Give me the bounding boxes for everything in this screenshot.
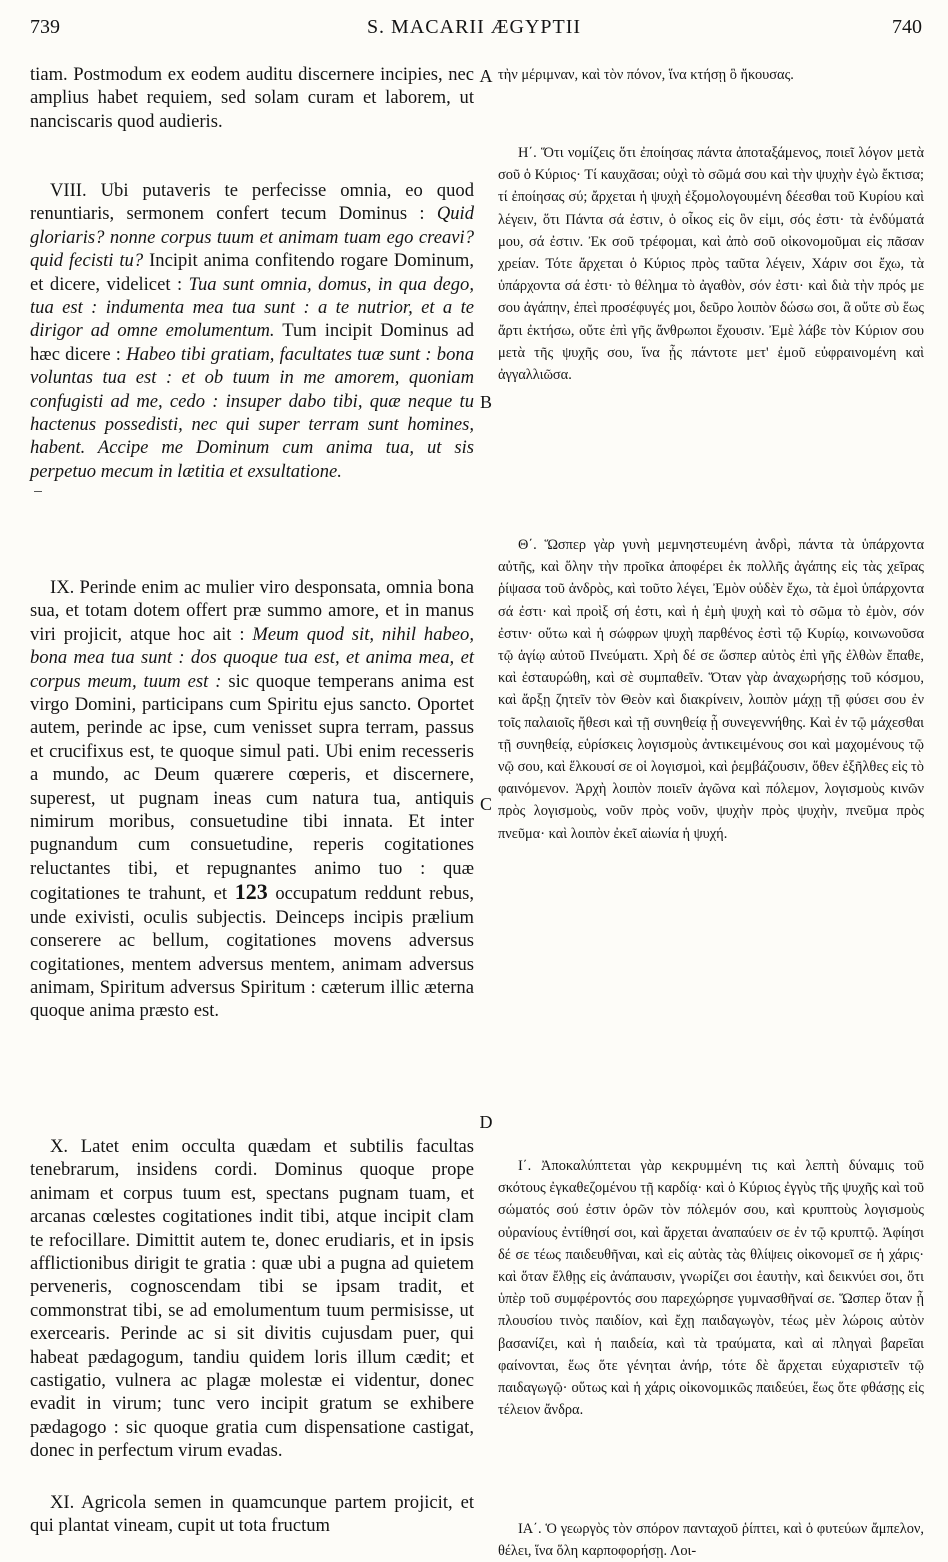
margin-marker-c: C xyxy=(479,794,492,814)
greek-text: ΙΑ΄. Ὁ γεωργὸς τὸν σπόρον πανταχοῦ ῥίπτει, καὶ ὁ φυτεύων ἄμπελον, θέλει, ἵνα ὅλη καρποφορήσῃ. Λοι- xyxy=(498,1521,924,1560)
latin-italic-run: Meum quod sit, nihil habeo, bona mea tua sunt : dos quoque tua est, et anima mea, et corpus meum, tuum est : xyxy=(30,623,474,692)
margin-marker-b: B xyxy=(479,392,492,412)
separator-dash xyxy=(34,491,42,492)
column-number-marker: 123 xyxy=(234,879,268,905)
greek-text: Ι΄. Ἀποκαλύπτεται γὰρ κεκρυμμένη τις καὶ λεπτὴ δύναμις τοῦ σκότους ἐγκαθεζομένου τῇ καρδίᾳ· καὶ ὁ Κύριος ἐγγὺς τῆς ψυχῆς καὶ τοῦ σώματός σού ἐστιν ὁρῶν τὸν πόλεμόν σου, καὶ κρυπτοὺς λογισμοὺς οὐρανίους ἐντίθησί σοι, καὶ ἄρχεται ἀναπαύειν σε ἐν τῷ κρυπτῷ. Ἀφίησι δέ σε τέως παιδευθῆναι, καὶ εἰς αὐτὰς τὰς θλίψεις οἰκονομεῖ σε ἡ χάρις· καὶ ὅταν ἔλθῃς εἰς ἀνάπαυσιν, γνωρίζει σοι ἑαυτὴν, καὶ δεικνύει σοι, ὅτι ὑπὲρ τοῦ συμφέροντός σου παρεχώρησε γυμνασθῆναί σε. Ὥσπερ ὅταν ᾖ πλουσίου τινὸς παιδίον, καὶ ἔχῃ παιδαγωγὸν, τέως μὲν λώροις αὐτὸν βασανίζει, καὶ ἡ παιδεία, καὶ τὰ τραύματα, καὶ αἱ πληγαὶ βαρεῖαι φαίνονται, ἕως ὅτε γένηται ἀνήρ, τότε δὲ ἄρχεται εὐχαριστεῖν τῷ παιδαγωγῷ· οὕτως καὶ ἡ χάρις οἰκονομικῶς παιδεύει, ἕως ὅτε φθάσῃς εἰς τέλειον ἄνδρα. xyxy=(498,1158,924,1419)
left-page-number: 739 xyxy=(30,16,60,38)
running-title: S. MACARII ÆGYPTII xyxy=(366,16,582,38)
right-page-number: 740 xyxy=(892,16,922,38)
greek-paragraph-theta xyxy=(498,534,924,1154)
latin-paragraph-xi xyxy=(30,1491,474,1538)
latin-italic-run: Habeo tibi gratiam, facultates tuæ sunt : bona voluntas tua est : et ob tuum in me amorem, quoniam confugisti ad me, cedo : insuper dabo tibi, quæ neque tu hactenus possedisti, nec qui super terram sunt homines, habent. Accipe me Dominum cum anima tua, ut sis perpetuo mecum in lætitia et exsultatione. xyxy=(30,343,474,482)
page-header xyxy=(0,16,948,56)
latin-text-run: occupatum reddunt rebus, unde exivisti, oculis subjectis. Deinceps incipis prælium conserere ac bellum, cogitationes movens adversus cogitationes, mentem adversus mentem, animam adversus animam, Spiritum adversus Spiritum : cæterum illic æterna quoque anima præsto est. xyxy=(30,883,474,1022)
greek-column xyxy=(498,64,924,1562)
margin-marker-a: A xyxy=(479,66,493,86)
greek-text: τὴν μέριμναν, καὶ τὸν πόνον, ἵνα κτήσῃ ὃ ἤκουσας. xyxy=(498,67,794,83)
latin-column xyxy=(30,63,474,1538)
latin-paragraph-x xyxy=(30,1135,474,1485)
latin-text xyxy=(30,179,474,483)
greek-paragraph-iota xyxy=(498,1155,924,1510)
latin-text: tiam. Postmodum ex eodem auditu discernere incipies, nec amplius habet requiem, sed solam curam et laborem, ut nanciscaris quod audieris. xyxy=(30,64,474,132)
latin-paragraph-viii xyxy=(30,179,474,518)
greek-text: Η΄. Ὅτι νομίζεις ὅτι ἐποίησας πάντα ἀποταξάμενος, ποιεῖ λόγον μετὰ σοῦ ὁ Κύριος· Τί καυχᾶσαι; οὐχὶ τὸ σῶμά σου καὶ τὴν ψυχὴν ἐγὼ ἔκτισα; τί ἐποίησας σύ; ἄρχεται ἡ ψυχὴ ἐξομολογουμένη δέεσθαι τοῦ Κυρίου καὶ λέγειν, ὅτι Πάντα σά ἐστιν, ὁ οἶκος εἰς ὃν εἰμι, σός ἐστι· τὰ ἐνδύματά μου, σά ἐστιν. Ἐκ σοῦ τρέφομαι, καὶ ἀπὸ σοῦ οἰκονομοῦμαι εἰς πᾶσαν χρείαν. Τότε ἄρχεται ὁ Κύριος πρὸς ταῦτα λέγειν, Χάριν σοι ἔχω, τὰ ὑπάρχοντα σά ἐστι· τὸ θέλημα τὸ ἀγαθὸν, σόν ἐστι· καὶ διὰ τὴν πρός με σου ἀγάπην, ἐπεὶ προσέφυγές μοι, δεῦρο λοιπὸν δώσω σοι, ἃ οὔτε σὺ ἕως ἄρτι ἐκτήσω, οὔτε ἐπὶ γῆς ἄνθρωποι ἔχουσιν. Ἐμὲ λάβε τὸν Κύριον σου μετὰ τῆς ψυχῆς σου, ἵνα ᾖς πάντοτε μετ' ἐμοῦ εὐφραινομένη καὶ ἀγγαλλιῶσα. xyxy=(498,145,924,384)
latin-text: XI. Agricola semen in quamcunque partem projicit, et qui plantat vineam, cupit ut tota fructum xyxy=(30,1492,474,1537)
latin-text-run: Incipit anima confitendo rogare Dominum, et dicere, videlicet : xyxy=(30,250,474,295)
latin-italic-run: Tua sunt omnia, domus, in qua dego, tua est : indumenta mea tua sunt : a te nutrior, et a te dirigor ad omne emolumentum. xyxy=(30,273,474,342)
latin-paragraph-continued xyxy=(30,63,474,174)
latin-paragraph-ix xyxy=(30,576,474,1126)
greek-paragraph-h xyxy=(498,142,924,512)
latin-text-run: sic quoque temperans anima est virgo Domini, participans cum Spiritu ejus sancto. Oportet autem, perinde ac ipse, cum venisset supra terram, passus et crucifixus est, te quoque simul pati. Ubi enim recesseris a mundo, ac Deum quærere cœperis, et discernere, superest, ut pugnam ineas cum natura tua, antiquis nimirum moribus, consuetudine tibi innata. Et inter pugnandum cum consuetudine, reperis cogitationes reluctantes tibi, et repugnantes animo tuo : quæ cogitationes te trahunt, et xyxy=(30,670,474,905)
latin-text-run: Tum incipit Dominus ad hæc dicere : xyxy=(30,320,475,365)
latin-text xyxy=(30,576,474,1023)
latin-text: X. Latet enim occulta quædam et subtilis facultas tenebrarum, insidens cordi. Dominus quoque prope animam et corpus tuum est, spectans pugnam tuam, et arcanas cœlestes cogitationes indit tibi, atque incipit clam te refocillare. Dimittit autem te, donec erudiaris, et in ipsis afflictionibus dirigit te gratia : quæ ubi a pugna ad quietem perveneris, cognoscendam tibi se ipsam tradit, et commonstrat tibi, se ad emolumentum tuum permisisse, ut exercearis. Perinde ac si sit divitis cujusdam puer, qui habeat pædagogum, tandiu quidem loris illum cædit; et castigatio, vulnera ac plagæ molestæ ei videntur, donec evadit in virum; tunc vero incipit gratum se exhibere pædagogo : sic quoque gratia cum dispensatione castigat, donec in perfectum virum evadas. xyxy=(30,1136,474,1462)
latin-text-run: IX. Perinde enim ac mulier viro desponsata, omnia bona sua, et totam dotem offert præ summo amore, et in manus viri projicit, atque hoc ait : xyxy=(30,577,474,645)
latin-text-run: VIII. Ubi putaveris te perfecisse omnia, eo quod renuntiaris, sermonem confert tecum Dominus : xyxy=(30,180,474,225)
greek-text: Θ΄. Ὥσπερ γὰρ γυνὴ μεμνηστευμένη ἀνδρὶ, πάντα τὰ ὑπάρχοντα αὐτῆς, καὶ ὅλην τὴν προῖκα ἀποφέρει ἐκ πολλῆς ἀγάπης εἰς τὰς χεῖρας ῥίψασα τοῦ ἀνδρὸς, καὶ τοῦτο λέγει, Ἐμὸν οὐδὲν ἔχω, τὰ ἐμοὶ ὑπάρχοντα σά ἐστι· καὶ προὶξ σή ἐστι, καὶ ἡ ἐμὴ ψυχὴ καὶ τὸ σῶμα τὸ ἐμὸν, σόν ἐστιν· οὕτω καὶ ἡ σώφρων ψυχὴ παρθένος ἐστὶ τῷ Κυρίῳ, κοινωνοῦσα τῷ ἁγίῳ αὐτοῦ Πνεύματι. Χρὴ δέ σε ὥσπερ αὐτὸς ἐπὶ γῆς ἐλθὼν ἔπαθε, καὶ ἐσταυρώθη, καὶ σὲ συμπαθεῖν. Ὅταν γὰρ ἀναχωρήσῃς τοῦ κόσμου, καὶ ἄρξῃ ζητεῖν τὸν Θεὸν καὶ διακρίνειν, λοιπὸν μάχῃ τῇ φύσει σου ἐν τοῖς παλαιοῖς ἤθεσι καὶ τῇ συνηθείᾳ ᾗ συνεγεννήθης. Καὶ ἐν τῷ μάχεσθαι τῇ συνηθείᾳ, εὑρίσκεις λογισμοὺς ἀντικειμένους σοι καὶ μαχομένους τῷ νῷ σου, καὶ ἕλκουσί σε οἱ λογισμοὶ, καὶ ῥεμβάζουσιν, ὅθεν ἐξῆλθες εἰς τὸ φαινόμενον. Ἀρχὴ λοιπὸν ποιεῖν ἀγῶνα καὶ πόλεμον, λογισμοὺς κινῶν πρὸς λογισμοὺς, νοῦν πρὸς νοῦν, ψυχὴν πρὸς ψυχὴν, πνεῦμα πρὸς πνεῦμα· καὶ λοιπὸν ἐκεῖ αἰωνία ἡ ψυχή. xyxy=(498,537,924,842)
greek-paragraph-ia xyxy=(498,1518,924,1562)
greek-paragraph-continued xyxy=(498,64,924,130)
margin-marker-d: D xyxy=(479,1112,493,1132)
latin-italic-run: Quid gloriaris? nonne corpus tuum et animam tuam ego creavi? quid fecisti tu? xyxy=(30,203,474,272)
